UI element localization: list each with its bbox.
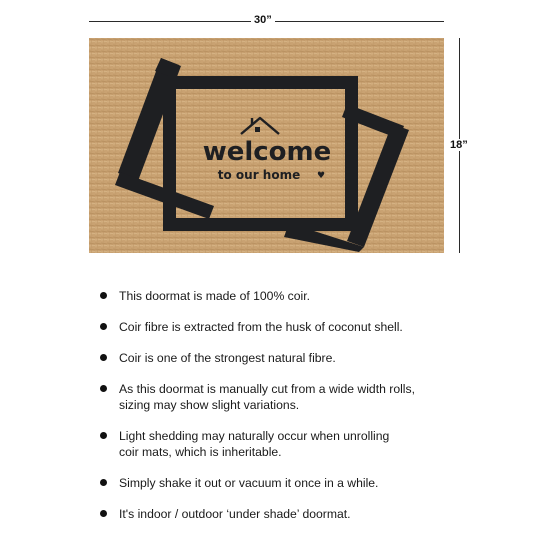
mat-subtitle: to our home: [217, 168, 301, 182]
feature-item: [100, 288, 530, 304]
doormat-image: [89, 38, 444, 253]
heart-icon: ♥: [316, 171, 326, 181]
feature-item: [100, 475, 530, 491]
feature-item: [100, 350, 530, 366]
doormat-svg: [89, 38, 444, 253]
height-dimension-label: 18”: [447, 139, 471, 151]
bullet-dot-icon: [100, 292, 107, 299]
bullet-dot-icon: [100, 479, 107, 486]
feature-text: Light shedding may naturally occur when unrolling coir mats, which is inheritable.: [119, 429, 390, 459]
feature-text: Simply shake it out or vacuum it once in a while.: [119, 476, 379, 490]
feature-item: [100, 506, 530, 522]
feature-item: [100, 428, 530, 460]
feature-list: [100, 288, 530, 537]
feature-text: It's indoor / outdoor ‘under shade’ doormat.: [119, 507, 351, 521]
width-dimension-label: 30”: [251, 14, 275, 26]
feature-text: This doormat is made of 100% coir.: [119, 289, 311, 303]
feature-text: Coir is one of the strongest natural fibre.: [119, 351, 336, 365]
bullet-dot-icon: [100, 510, 107, 517]
bullet-dot-icon: [100, 323, 107, 330]
mat-title: welcome: [202, 137, 332, 167]
feature-item: [100, 381, 530, 413]
feature-text: As this doormat is manually cut from a wide width rolls, sizing may show slight variations.: [119, 382, 415, 412]
feature-item: [100, 319, 530, 335]
bullet-dot-icon: [100, 432, 107, 439]
bullet-dot-icon: [100, 354, 107, 361]
feature-text: Coir fibre is extracted from the husk of coconut shell.: [119, 320, 403, 334]
bullet-dot-icon: [100, 385, 107, 392]
